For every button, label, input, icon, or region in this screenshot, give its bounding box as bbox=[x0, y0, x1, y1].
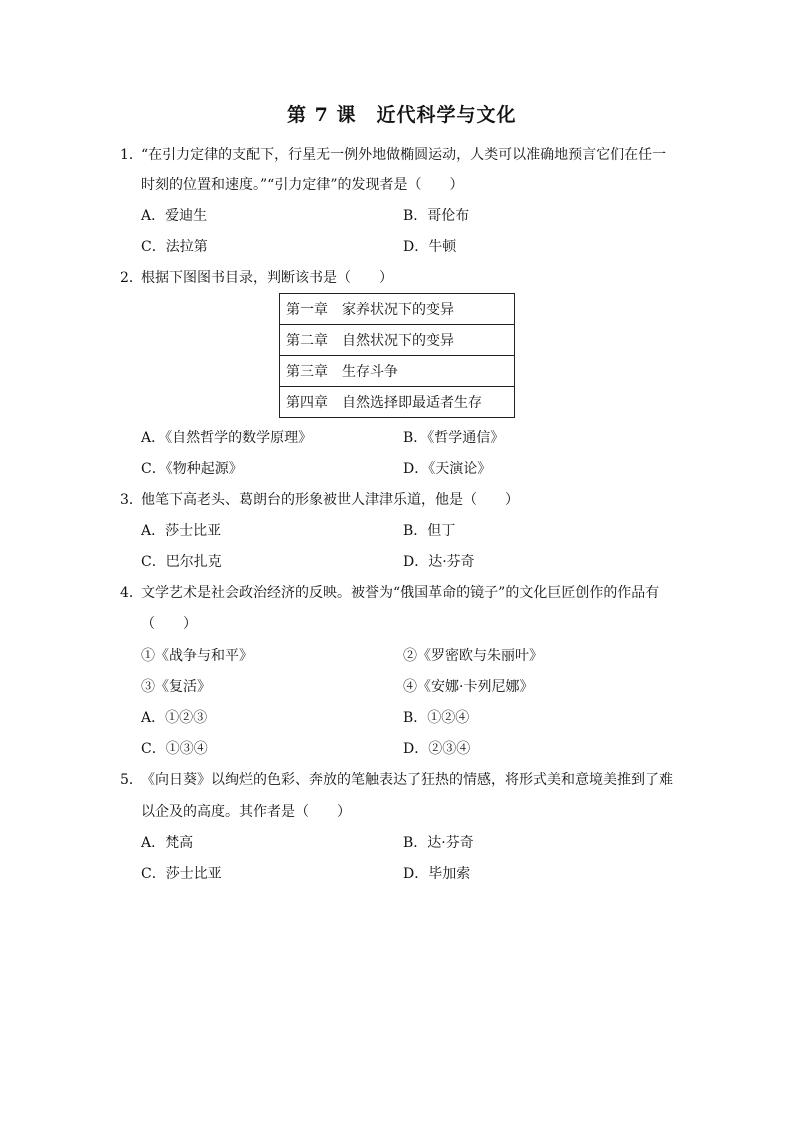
question-1-stem-line-2: 时刻的位置和速度。”“引力定律”的发现者是（ ） bbox=[141, 177, 464, 193]
question-2-option-a: A．《自然哲学的数学原理》 bbox=[141, 430, 313, 446]
question-3-option-c: C．巴尔扎克 bbox=[141, 554, 222, 570]
question-5-option-a: A．梵高 bbox=[141, 835, 194, 851]
question-5-stem-line-2: 以企及的高度。其作者是（ ） bbox=[141, 804, 351, 820]
question-4-option-c: C．①③④ bbox=[141, 741, 208, 757]
question-3-option-a: A．莎士比亚 bbox=[141, 523, 222, 539]
question-1-option-b: B．哥伦布 bbox=[403, 208, 470, 224]
question-3-option-b: B．但丁 bbox=[403, 523, 456, 539]
question-4-item-4: ④《安娜·卡列尼娜》 bbox=[403, 679, 534, 695]
question-2-stem: 根据下图图书目录，判断该书是（ ） bbox=[141, 270, 393, 286]
question-5-option-b: B．达·芬奇 bbox=[403, 835, 474, 851]
question-2-option-b: B．《哲学通信》 bbox=[403, 430, 505, 446]
question-4-stem-line-2: （ ） bbox=[141, 616, 197, 632]
question-5-option-c: C．莎士比亚 bbox=[141, 866, 222, 882]
question-1-number: 1． bbox=[120, 147, 143, 163]
chapter-3: 第三章 生存斗争 bbox=[280, 356, 515, 387]
question-3-option-d: D．达·芬奇 bbox=[403, 554, 475, 570]
question-3-number: 3． bbox=[120, 492, 143, 508]
question-2-option-d: D．《天演论》 bbox=[403, 461, 492, 477]
question-1-option-c: C．法拉第 bbox=[141, 239, 208, 255]
question-5-number: 5． bbox=[120, 772, 143, 788]
question-4-option-b: B．①②④ bbox=[403, 710, 470, 726]
question-1-option-a: A．爱迪生 bbox=[141, 208, 208, 224]
question-4-item-3: ③《复活》 bbox=[141, 679, 211, 695]
question-4-number: 4． bbox=[120, 585, 143, 601]
question-1-stem-line-1: “在引力定律的支配下，行星无一例外地做椭圆运动，人类可以准确地预言它们在任一 bbox=[141, 147, 667, 163]
question-5-stem-line-1: 《向日葵》以绚烂的色彩、奔放的笔触表达了狂热的情感，将形式美和意境美推到了难 bbox=[141, 772, 673, 788]
chapter-1: 第一章 家养状况下的变异 bbox=[280, 294, 515, 325]
question-4-option-d: D．②③④ bbox=[403, 741, 471, 757]
chapter-4: 第四章 自然选择即最适者生存 bbox=[280, 387, 515, 418]
chapter-2: 第二章 自然状况下的变异 bbox=[280, 325, 515, 356]
question-3-stem: 他笔下高老头、葛朗台的形象被世人津津乐道，他是（ ） bbox=[141, 492, 519, 508]
table-row bbox=[280, 356, 515, 387]
question-4-option-a: A．①②③ bbox=[141, 710, 208, 726]
page-title: 第 7 课 近代科学与文化 bbox=[287, 104, 517, 126]
table-row bbox=[280, 294, 515, 325]
table-row bbox=[280, 387, 515, 418]
question-2-option-c: C．《物种起源》 bbox=[141, 461, 243, 477]
table-row bbox=[280, 325, 515, 356]
book-contents-table bbox=[279, 293, 515, 418]
question-4-item-1: ①《战争与和平》 bbox=[141, 648, 253, 664]
question-4-item-2: ②《罗密欧与朱丽叶》 bbox=[403, 648, 543, 664]
question-1-option-d: D．牛顿 bbox=[403, 239, 457, 255]
question-5-option-d: D．毕加索 bbox=[403, 866, 471, 882]
question-2-number: 2． bbox=[120, 270, 143, 286]
question-4-stem-line-1: 文学艺术是社会政治经济的反映。被誉为“俄国革命的镜子”的文化巨匠创作的作品有 bbox=[141, 585, 660, 601]
